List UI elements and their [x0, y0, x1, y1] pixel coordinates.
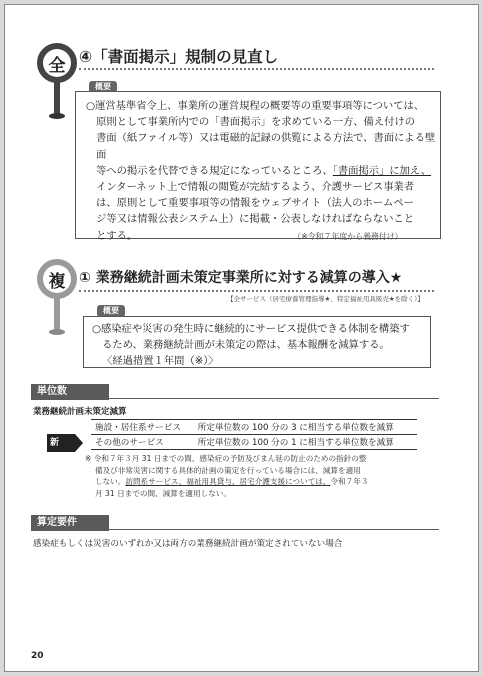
- table-row: その他のサービス 所定単位数の 100 分の 1 に相当する単位数を減算: [91, 435, 417, 450]
- service-scope-note: 【全サービス（居宅療養管理指導★、特定福祉用具販売★を除く）】: [227, 295, 424, 303]
- overview-box: ○感染症や災害の発生時に継続的にサービス提供できる体制を構築す るため、業務継続計画が未策定の際は、基本報酬を減算する。 〈経過措置１年間（※）〉: [83, 316, 431, 368]
- page-number: 20: [31, 651, 44, 661]
- mandatory-note: （※令和７年度から義務付け）: [297, 231, 403, 241]
- section-title: ① 業務継続計画未策定事業所に対する減算の導入★: [79, 270, 403, 286]
- reduction-label: 業務継続計画未策定減算: [33, 407, 127, 417]
- units-table: [91, 419, 417, 450]
- pin-label: 複: [43, 265, 71, 293]
- title-dotted-rule: [79, 68, 434, 70]
- header-rule: [109, 398, 439, 399]
- units-header: 単位数: [31, 384, 109, 400]
- transition-notes: ※ 令和７年３月 31 日までの間、感染症の予防及びまん延の防止のための指針の整 備及び非常災害に関する具体的計画の策定を行っている場合には、減算を適用 しない。訪問系サービス、福祉用具貸与、居宅介護支援については、令和７年３ 月 31 日までの間、減算を適用しない。: [85, 454, 369, 498]
- overview-box: ○運営基準省令上、事業所の運営規程の概要等の重要事項等については、 原則として事業所内での「書面掲示」を求めている一方、備え付けの 書面（紙ファイル等）又は電磁的記録の供覧による方法で、書面による壁面 等への掲示を代替できる規定になっているところ、「書面掲示」に加え、 インターネット上で情報の閲覧が完結するよう、介護サービス事業者 は、原則として重要事項等の情報をウェブサイト（法人のホームペー ジ等又は情報公表システム上）に掲載・公表しなければならないこと とする。 （※令和７年度から義務付け）: [75, 91, 441, 239]
- header-rule: [109, 529, 439, 530]
- title-dotted-rule: [79, 290, 434, 292]
- requirements-header: 算定要件: [31, 515, 109, 531]
- document-page: [4, 4, 479, 672]
- overview-badge: 概要: [89, 81, 117, 93]
- pin-label: 全: [43, 49, 71, 77]
- new-arrow-tag: 新: [47, 434, 75, 452]
- map-pin-icon: [37, 259, 77, 337]
- table-row: 施設・居住系サービス 所定単位数の 100 分の 3 に相当する単位数を減算: [91, 420, 417, 435]
- requirements-text: 感染症もしくは災害のいずれか又は両方の業務継続計画が策定されていない場合: [33, 539, 343, 549]
- map-pin-icon: [37, 43, 77, 121]
- overview-badge: 概要: [97, 305, 125, 317]
- section-title: ④「書面掲示」規制の見直し: [79, 48, 279, 66]
